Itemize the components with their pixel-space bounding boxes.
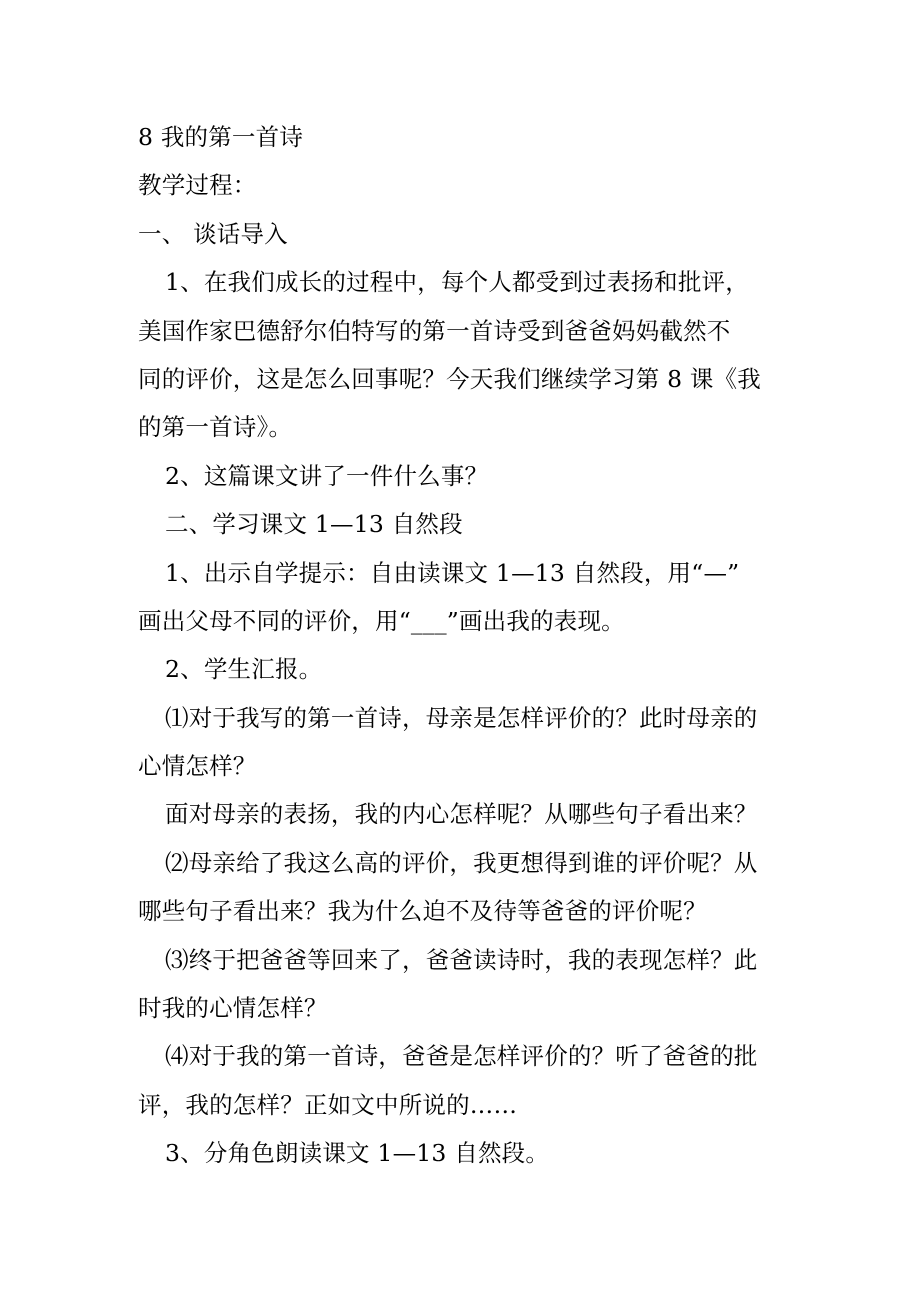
text-line: 2、这篇课文讲了一件什么事？ bbox=[165, 461, 489, 490]
text-line: 同的评价，这是怎么回事呢？今天我们继续学习第 8 课《我 bbox=[138, 364, 761, 393]
text-line: 美国作家巴德舒尔伯特写的第一首诗受到爸爸妈妈截然不 bbox=[138, 316, 731, 345]
text-line: 面对母亲的表扬，我的内心怎样呢？从哪些句子看出来？ bbox=[165, 800, 758, 829]
text-line: 的第一首诗》。 bbox=[138, 413, 293, 442]
text-line: 3、分角色朗读课文 1—13 自然段。 bbox=[165, 1139, 550, 1168]
text-line: 心情怎样？ bbox=[138, 752, 257, 781]
text-line: 2、学生汇报。 bbox=[165, 655, 323, 684]
text-line: 教学过程： bbox=[138, 171, 257, 200]
text-line: 1、出示自学提示：自由读课文 1—13 自然段，用“—” bbox=[165, 558, 740, 587]
text-line: 时我的心情怎样？ bbox=[138, 994, 328, 1023]
text-line: 画出父母不同的评价，用“___”画出我的表现。 bbox=[138, 606, 625, 635]
text-line: ⑵母亲给了我这么高的评价，我更想得到谁的评价呢？从 bbox=[165, 848, 758, 877]
document-body bbox=[138, 168, 798, 1184]
text-line: 哪些句子看出来？我为什么迫不及待等爸爸的评价呢？ bbox=[138, 897, 707, 926]
text-line: ⑷对于我的第一首诗，爸爸是怎样评价的？听了爸爸的批 bbox=[165, 1042, 758, 1071]
text-line: 1、在我们成长的过程中，每个人都受到过表扬和批评， bbox=[165, 268, 749, 297]
document-page bbox=[138, 120, 798, 1185]
text-line: ⑶终于把爸爸等回来了，爸爸读诗时，我的表现怎样？此 bbox=[165, 945, 758, 974]
document-title: 8 我的第一首诗 bbox=[138, 123, 304, 151]
text-line: 一、 谈话导入 bbox=[138, 219, 288, 248]
text-line: 评，我的怎样？正如文中所说的…… bbox=[138, 1090, 518, 1119]
text-line: ⑴对于我写的第一首诗，母亲是怎样评价的？此时母亲的 bbox=[165, 703, 758, 732]
text-line: 二、学习课文 1—13 自然段 bbox=[165, 510, 463, 539]
